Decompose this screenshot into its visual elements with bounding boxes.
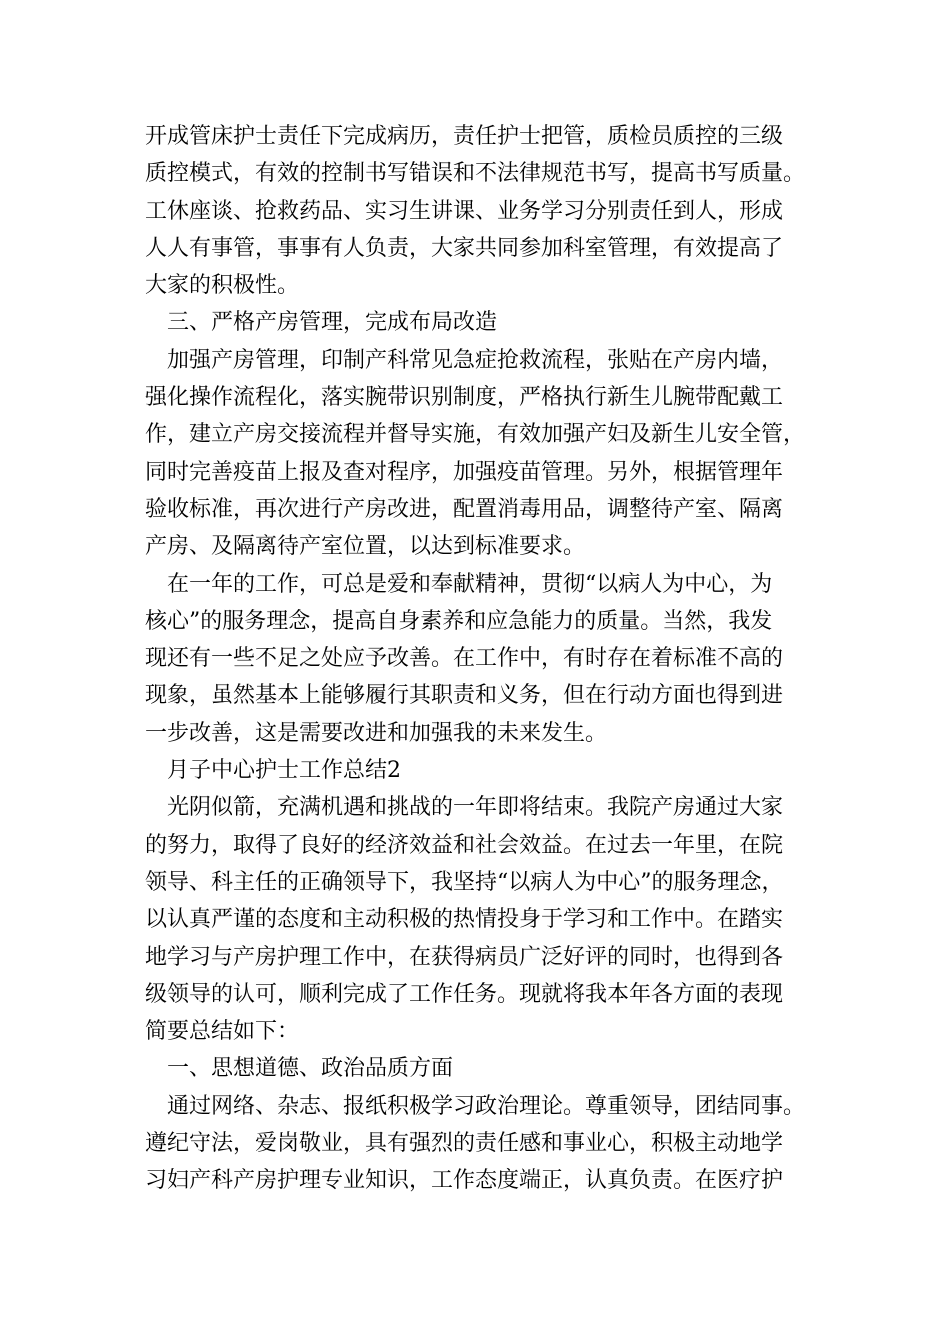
text-line: 大家的积极性。: [145, 273, 300, 299]
text-line: 一、思想道德、政治品质方面: [167, 1056, 454, 1082]
text-line: 领导、科主任的正确领导下，我坚持“以病人为中心”的服务理念，: [145, 869, 784, 895]
text-line: 验收标准，再次进行产房改进，配置消毒用品，调整待产室、隔离: [145, 496, 784, 522]
text-line: 在一年的工作，可总是爱和奉献精神，贯彻“以病人为中心，为: [167, 571, 773, 597]
text-line: 三、严格产房管理，完成布局改造: [167, 310, 498, 336]
text-line: 开成管床护士责任下完成病历，责任护士把管，质检员质控的三级: [145, 124, 784, 149]
text-line: 光阴似箭，充满机遇和挑战的一年即将结束。我院产房通过大家: [167, 795, 784, 821]
text-line: 作，建立产房交接流程并督导实施，有效加强产妇及新生儿安全管，: [145, 422, 806, 448]
text-line: 习妇产科产房护理专业知识，工作态度端正，认真负责。在医疗护: [145, 1168, 784, 1194]
text-line: 产房、及隔离待产室位置，以达到标准要求。: [145, 534, 586, 560]
text-line: 简要总结如下：: [145, 1019, 300, 1045]
text-line: 级领导的认可，顺利完成了工作任务。现就将我本年各方面的表现: [145, 981, 784, 1007]
text-line: 现象，虽然基本上能够履行其职责和义务，但在行动方面也得到进: [145, 683, 784, 709]
text-line: 地学习与产房护理工作中，在获得病员广泛好评的同时，也得到各: [145, 944, 784, 970]
text-line: 一步改善，这是需要改进和加强我的未来发生。: [145, 720, 608, 746]
text-line: 人人有事管，事事有人负责，大家共同参加科室管理，有效提高了: [145, 235, 784, 261]
text-line: 质控模式，有效的控制书写错误和不法律规范书写，提高书写质量。: [145, 161, 806, 187]
text-line: 工休座谈、抢救药品、实习生讲课、业务学习分别责任到人，形成: [145, 198, 784, 224]
text-line: 现还有一些不足之处应予改善。在工作中，有时存在着标准不高的: [145, 646, 784, 672]
body-text: [145, 118, 825, 1200]
text-line: 通过网络、杂志、报纸积极学习政治理论。尊重领导，团结同事。: [167, 1093, 806, 1119]
text-line: 月子中心护士工作总结2: [167, 758, 401, 784]
text-line: 加强产房管理，印制产科常见急症抢救流程，张贴在产房内墙，: [167, 347, 784, 373]
text-line: 遵纪守法，爱岗敬业，具有强烈的责任感和事业心，积极主动地学: [145, 1131, 784, 1157]
text-line: 强化操作流程化，落实腕带识别制度，严格执行新生儿腕带配戴工: [145, 385, 784, 411]
text-line: 核心”的服务理念，提高自身素养和应急能力的质量。当然，我发: [145, 608, 773, 634]
text-line: 的努力，取得了良好的经济效益和社会效益。在过去一年里，在院: [145, 832, 784, 858]
text-line: 同时完善疫苗上报及查对程序，加强疫苗管理。另外，根据管理年: [145, 459, 784, 485]
text-line: 以认真严谨的态度和主动积极的热情投身于学习和工作中。在踏实: [145, 907, 784, 933]
